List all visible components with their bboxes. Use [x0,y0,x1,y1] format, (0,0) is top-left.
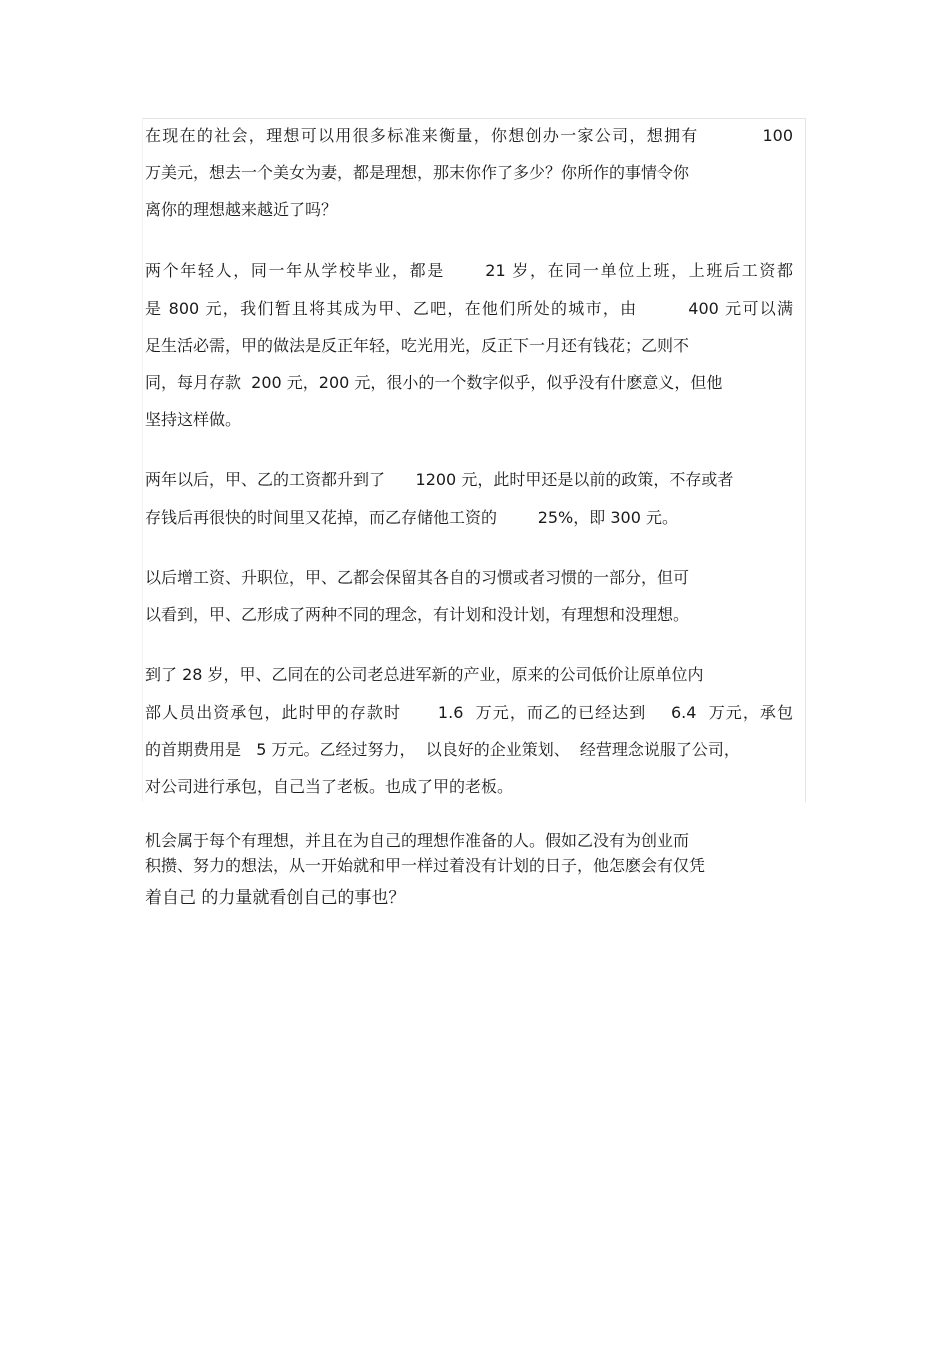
paragraph-5-line-4: 对公司进行承包，自己当了老板。也成了甲的老板。 [145,777,514,796]
paragraph-2-line-2: 是 800 元，我们暂且将其成为甲、乙吧，在他们所处的城市，由 400 元可以满 [145,299,793,318]
paragraph-5-line-2: 部人员出资承包，此时甲的存款时 1.6 万元，而乙的已经达到 6.4 万元，承包 [145,703,793,722]
paragraph-6-line-1: 机会属于每个有理想，并且在为自己的理想作准备的人。假如乙没有为创业而 [145,831,690,850]
paragraph-4-line-2: 以看到，甲、乙形成了两种不同的理念，有计划和没计划，有理想和没理想。 [145,605,690,624]
paragraph-6-line-3: 着自己 的力量就看创自己的事也？ [145,888,406,908]
paragraph-1-line-3: 离你的理想越来越近了吗？ [145,200,338,219]
paragraph-2-line-4: 同，每月存款 200 元，200 元，很小的一个数字似乎，似乎没有什麽意义，但他 [145,373,723,392]
paragraph-1-line-2: 万美元，想去一个美女为妻，都是理想，那末你作了多少？你所作的事情令你 [145,163,690,182]
paragraph-5-line-3: 的首期费用是 5 万元。乙经过努力， 以良好的企业策划、 经营理念说服了公司， [145,740,740,759]
paragraph-5-line-1: 到了 28 岁，甲、乙同在的公司老总进军新的产业，原来的公司低价让原单位内 [145,665,704,684]
paragraph-2-line-1: 两个年轻人，同一年从学校毕业，都是 21 岁，在同一单位上班，上班后工资都 [145,261,793,280]
paragraph-2-line-5: 坚持这样做。 [145,410,242,429]
paragraph-1-line-1: 在现在的社会，理想可以用很多标准来衡量，你想创办一家公司，想拥有 100 [145,126,793,145]
paragraph-3-line-1: 两年以后，甲、乙的工资都升到了 1200 元，此时甲还是以前的政策，不存或者 [145,470,734,489]
paragraph-4-line-1: 以后增工资、升职位，甲、乙都会保留其各自的习惯或者习惯的一部分，但可 [145,568,690,587]
paragraph-2-line-3: 足生活必需，甲的做法是反正年轻，吃光用光，反正下一月还有钱花；乙则不 [145,336,690,355]
paragraph-3-line-2: 存钱后再很快的时间里又花掉，而乙存储他工资的 25%，即 300 元。 [145,508,678,527]
paragraph-6-line-2: 积攒、努力的想法，从一开始就和甲一样过着没有计划的日子，他怎麽会有仅凭 [145,856,706,875]
text-frame [142,118,806,802]
